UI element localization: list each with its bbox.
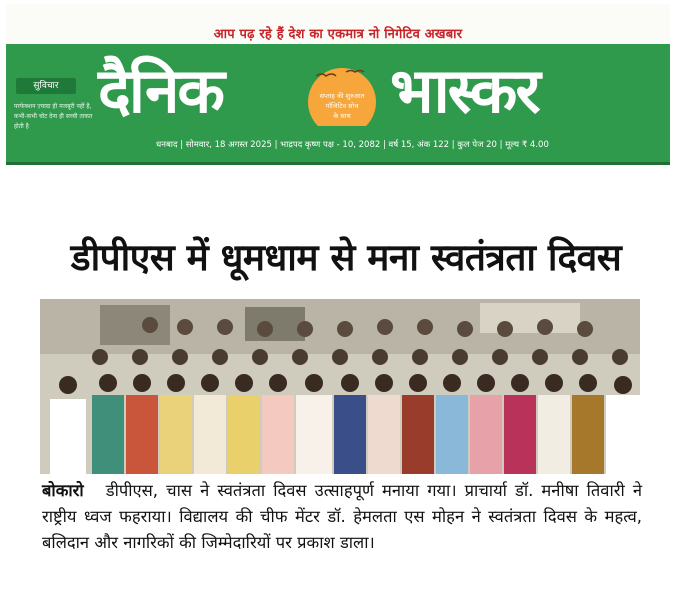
thought-text: परफेक्शन ज़्यादा ही मजबूरी नहीं है, कभी-कभी चोट देना ही सच्ची ताकत होती है	[14, 103, 93, 130]
masthead-tagline: आप पढ़ रहे हैं देश का एकमात्र नो निगेटिव अखबार	[213, 27, 463, 42]
article-headline: डीपीएस में धूमधाम से मना स्वतंत्रता दिवस	[70, 236, 622, 279]
article-body	[42, 478, 642, 556]
sun-caption-line2: पॉजिटिव सोच	[325, 102, 359, 110]
masthead-band	[6, 44, 670, 165]
masthead-dateline: धनबाद | सोमवार, 18 अगस्त 2025 | भाद्रपद कृष्ण पक्ष - 10, 2082 | वर्ष 15, अंक 122 | कुल पेज 20 | मूल्य ₹ 4.00	[156, 140, 549, 150]
newspaper-title-left: दैनिक	[98, 54, 224, 127]
group-photo-icon	[40, 299, 640, 474]
group-photo	[40, 299, 640, 474]
thought-label: सुविचार	[16, 78, 76, 94]
sun-caption-line3: के साथ	[333, 112, 351, 120]
article-body-text: डीपीएस, चास ने स्वतंत्रता दिवस उत्साहपूर्ण मनाया गया। प्राचार्या डॉ. मनीषा तिवारी ने राष्ट्रीय ध्वज फहराया। विद्यालय की चीफ मेंटर डॉ. हेमलता एस मोहन ने स्वतंत्रता दिवस के महत्व, बलिदान और नागरिकों की जिम्मेदारियों पर प्रकाश डाला।	[42, 481, 643, 552]
newspaper-title-right: भास्कर	[390, 54, 539, 127]
sun-caption-line1: सप्ताह की शुरुआत	[319, 92, 365, 100]
sun-caption	[294, 62, 390, 136]
article-place: बोकारो	[42, 481, 84, 500]
